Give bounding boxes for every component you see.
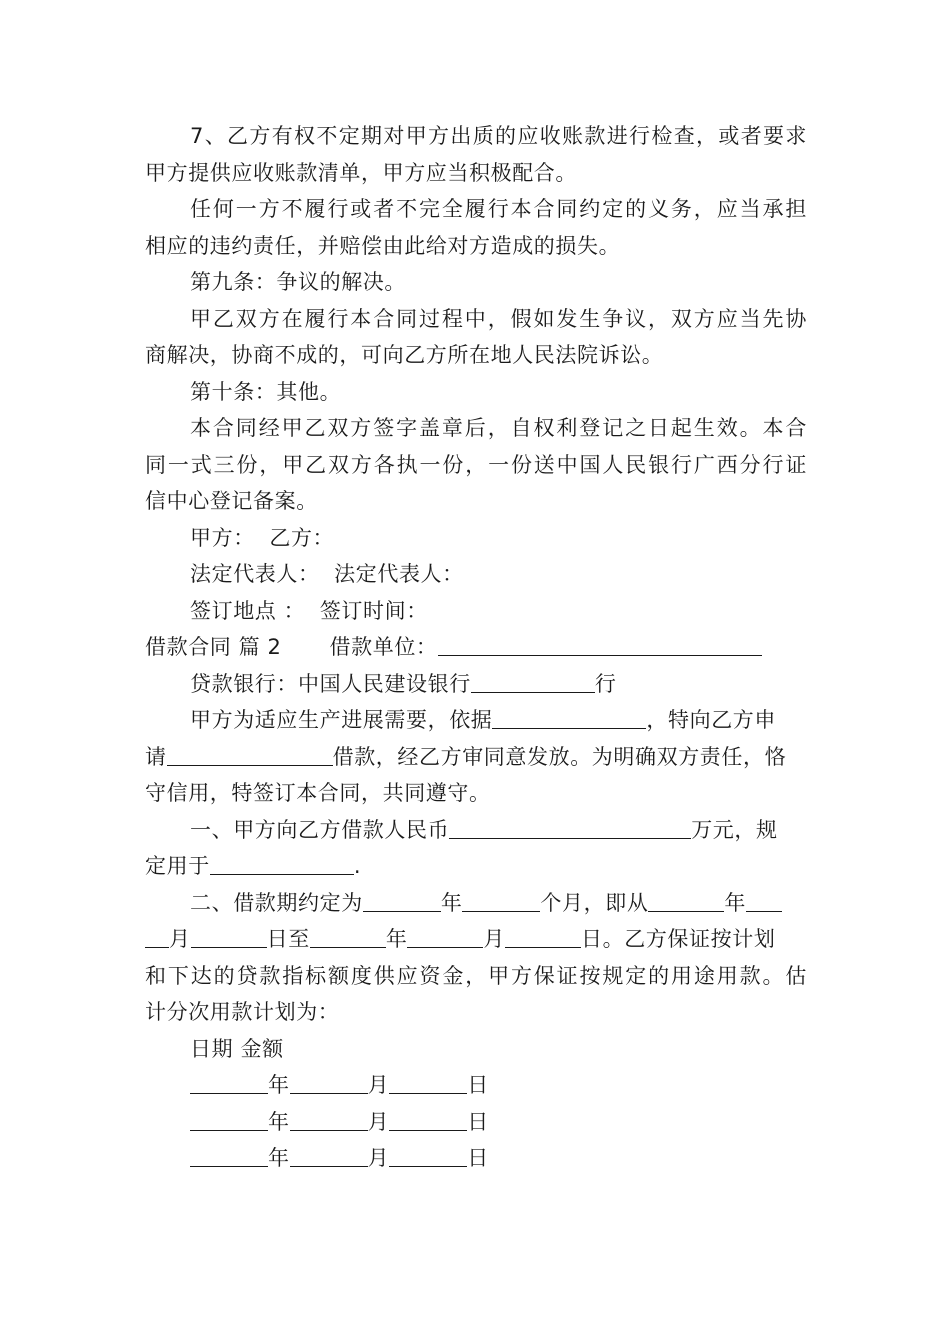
end-month-blank[interactable] xyxy=(407,925,483,948)
purpose-mid: ，特向乙方申 xyxy=(646,708,777,732)
dispute-line-1: 甲乙双方在履行本合同过程中，假如发生争议，双方应当先协 xyxy=(190,306,807,331)
clause-2-line-2 xyxy=(145,921,807,958)
clause-1-line-2 xyxy=(145,848,807,885)
bank-line xyxy=(145,666,807,703)
plan-month-blank[interactable] xyxy=(290,1144,368,1167)
bank-suffix: 行 xyxy=(594,671,617,696)
clause-2-months: 个月，即从 xyxy=(540,890,649,915)
start-month-blank-b[interactable] xyxy=(145,925,169,948)
clause-2-b-year: 年 xyxy=(385,927,408,951)
signature-parties: 甲方： 乙方： xyxy=(190,525,335,550)
clause-2-b-month: 月 xyxy=(169,927,191,951)
liability-line-2: 相应的违约责任，并赔偿由此给对方造成的损失。 xyxy=(145,233,621,258)
plan-day-label: 日 xyxy=(467,1073,489,1097)
plan-month-label: 月 xyxy=(367,1109,390,1134)
usage-blank[interactable] xyxy=(210,852,354,875)
document-body xyxy=(145,118,807,1177)
term-months-blank[interactable] xyxy=(462,889,540,912)
start-year-blank[interactable] xyxy=(648,889,724,912)
plan-row xyxy=(145,1067,807,1104)
part-2-heading: 借款合同 篇 2 xyxy=(145,635,282,659)
start-month-blank-a[interactable] xyxy=(746,889,782,912)
amount-blank[interactable] xyxy=(449,816,691,839)
part-2-heading-line xyxy=(145,629,807,666)
signature-place-time: 签订地点 ： 签订时间： xyxy=(190,598,428,623)
start-day-blank[interactable] xyxy=(191,925,267,948)
effect-line-2: 同一式三份，甲乙双方各执一份，一份送中国人民银行广西分行证 xyxy=(145,452,807,477)
clause-1-b-lead: 定用于 xyxy=(145,854,210,878)
borrower-blank[interactable] xyxy=(438,633,762,656)
article-10-heading: 第十条：其他。 xyxy=(190,379,342,404)
effect-line-3: 信中心登记备案。 xyxy=(145,489,318,513)
plan-month-label: 月 xyxy=(367,1073,390,1097)
plan-row xyxy=(145,1104,807,1141)
purpose-line-3: 守信用，特签订本合同，共同遵守。 xyxy=(145,781,491,805)
plan-day-label: 日 xyxy=(467,1109,489,1134)
plan-year-blank[interactable] xyxy=(190,1144,268,1167)
purpose-line-2 xyxy=(145,739,807,776)
plan-year-label: 年 xyxy=(268,1146,290,1170)
article-9-heading: 第九条：争议的解决。 xyxy=(190,270,406,294)
basis-blank[interactable] xyxy=(492,706,646,729)
clause-2-b-tail: 日。乙方保证按计划 xyxy=(581,927,776,951)
plan-row xyxy=(145,1140,807,1177)
plan-month-blank[interactable] xyxy=(290,1108,368,1131)
plan-year-label: 年 xyxy=(268,1109,290,1134)
bank-label: 贷款银行：中国人民建设银行 xyxy=(190,671,471,696)
borrower-label: 借款单位： xyxy=(329,635,438,659)
effect-line-1: 本合同经甲乙双方签字盖章后，自权利登记之日起生效。本合 xyxy=(190,416,807,440)
clause-2-line-3: 和下达的贷款指标额度供应资金，甲方保证按规定的用途用款。估 xyxy=(145,963,807,988)
term-years-blank[interactable] xyxy=(363,889,441,912)
loan-type-blank[interactable] xyxy=(167,743,333,766)
purpose-line-1 xyxy=(145,702,807,739)
plan-year-blank[interactable] xyxy=(190,1071,268,1094)
clause-2-b-month2: 月 xyxy=(483,927,506,951)
clause-2-lead: 二、借款期约定为 xyxy=(190,890,363,915)
plan-day-label: 日 xyxy=(467,1146,489,1170)
liability-line-1: 任何一方不履行或者不完全履行本合同约定的义务，应当承担 xyxy=(190,197,807,221)
bank-branch-blank[interactable] xyxy=(471,670,595,693)
clause-2-b-day: 日至 xyxy=(266,927,310,951)
clause-7-line-2: 甲方提供应收账款清单，甲方应当积极配合。 xyxy=(145,160,577,185)
purpose-lead: 甲方为适应生产进展需要，依据 xyxy=(190,708,493,732)
plan-month-blank[interactable] xyxy=(290,1071,368,1094)
purpose-b-tail: 借款，经乙方审同意发放。为明确双方责任，恪 xyxy=(332,744,787,769)
clause-7-line-1: 7、乙方有权不定期对甲方出质的应收账款进行检查，或者要求 xyxy=(190,124,807,148)
plan-year-blank[interactable] xyxy=(190,1108,268,1131)
plan-table-header: 日期 金额 xyxy=(190,1036,284,1061)
plan-day-blank[interactable] xyxy=(389,1108,467,1131)
clause-2-line-1 xyxy=(145,885,807,922)
clause-1-line-1 xyxy=(145,812,807,849)
clause-1-lead: 一、甲方向乙方借款人民币 xyxy=(190,817,450,842)
purpose-b-lead: 请 xyxy=(145,744,167,769)
signature-representatives: 法定代表人： 法定代表人： xyxy=(190,562,464,586)
clause-2-line-4: 计分次用款计划为： xyxy=(145,1000,340,1024)
end-year-blank[interactable] xyxy=(310,925,386,948)
clause-2-year: 年 xyxy=(440,890,463,915)
plan-month-label: 月 xyxy=(367,1146,390,1170)
plan-day-blank[interactable] xyxy=(389,1071,467,1094)
clause-1-b-tail: . xyxy=(353,854,362,878)
end-day-blank[interactable] xyxy=(505,925,581,948)
dispute-line-2: 商解决，协商不成的，可向乙方所在地人民法院诉讼。 xyxy=(145,343,664,367)
clause-2-year2: 年 xyxy=(724,890,747,915)
plan-day-blank[interactable] xyxy=(389,1144,467,1167)
plan-year-label: 年 xyxy=(268,1073,290,1097)
clause-1-tail: 万元，规 xyxy=(691,817,778,842)
